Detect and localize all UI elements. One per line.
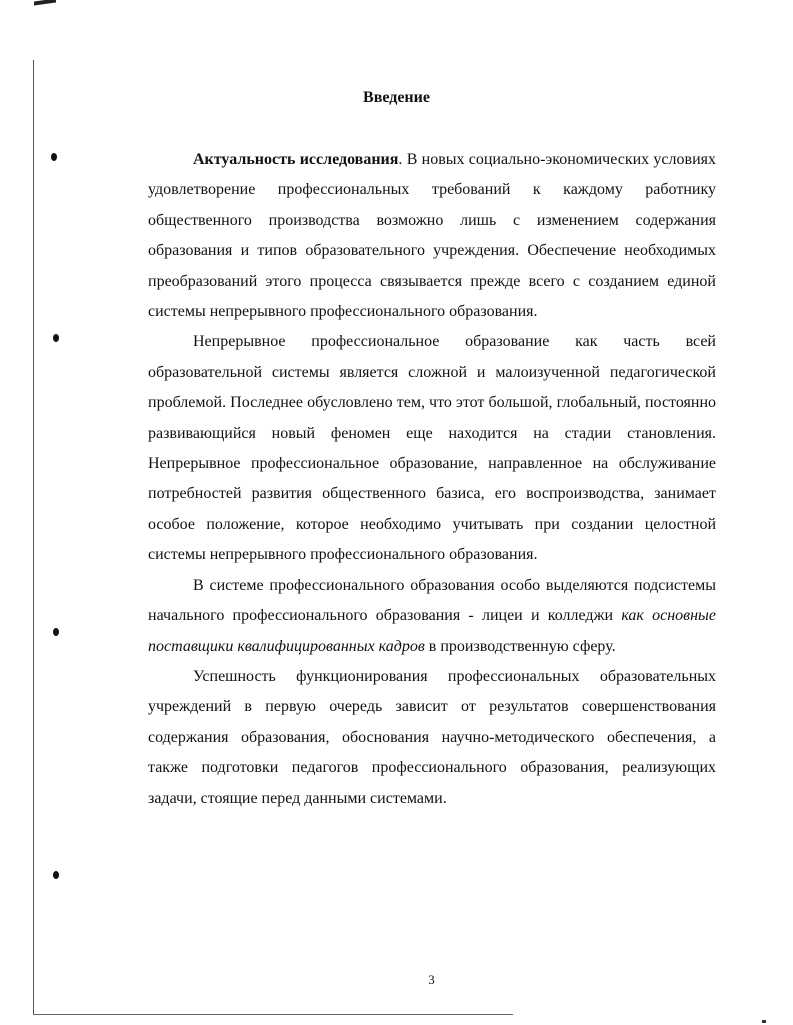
document-body bbox=[148, 145, 716, 814]
relevance-lead: Актуальность исследования bbox=[193, 151, 399, 168]
binding-hole-mark bbox=[53, 628, 59, 636]
page-number: 3 bbox=[428, 972, 435, 987]
paragraph-subsystems bbox=[148, 571, 716, 662]
binding-hole-mark bbox=[53, 871, 59, 879]
paragraph-continuous-education: Непрерывное профессиональное образование как часть всей образовательной системы является сложной и малоизученной педагогической проблемой. Последнее обусловлено тем, что этот большой, глобальный, постоянно развивающийся новый феномен еще находится на стадии становления. Непрерывное профессиональное образование, направленное на обслуживание потребностей развития общественного базиса, его воспроизводства, занимает особое положение, которое необходимо учитывать при создании целостной системы непрерывного профессионального образования. bbox=[148, 333, 716, 564]
binding-hole-mark bbox=[51, 153, 57, 161]
subsystems-text-before: В системе профессионального образования особо выделяются подсистемы начального профессионального образования - лицеи и колледжи bbox=[148, 576, 716, 625]
subsystems-emphasis: как основные поставщики квалифицированных кадров bbox=[148, 607, 716, 655]
scan-artifact-dot bbox=[762, 1020, 766, 1023]
paragraph-success: Успешность функционирования профессиональных образовательных учреждений в первую очередь зависит от результатов совершенствования содержания образования, обоснования научно-методического обеспечения, а также подготовки педагогов профессионального образования, реализующих задачи, стоящие перед данными системами. bbox=[148, 667, 716, 807]
binding-hole-mark bbox=[53, 334, 59, 342]
relevance-text: . В новых социально-экономических условиях удовлетворение профессиональных требований к каждому работнику общественного производства возможно лишь с изменением содержания образования и типов образовательного учреждения. Обеспечение необходимых преобразований этого процесса связывается прежде всего с созданием единой системы непрерывного профессионального образования. bbox=[148, 151, 716, 321]
scan-artifact-corner bbox=[34, 0, 56, 6]
page-title: Введение bbox=[363, 89, 430, 106]
scan-artifact-left-border bbox=[33, 60, 34, 1015]
scan-artifact-bottom-border bbox=[33, 1014, 513, 1015]
subsystems-text-after: в производственную сферу. bbox=[424, 637, 616, 655]
paragraph-relevance bbox=[148, 145, 716, 327]
